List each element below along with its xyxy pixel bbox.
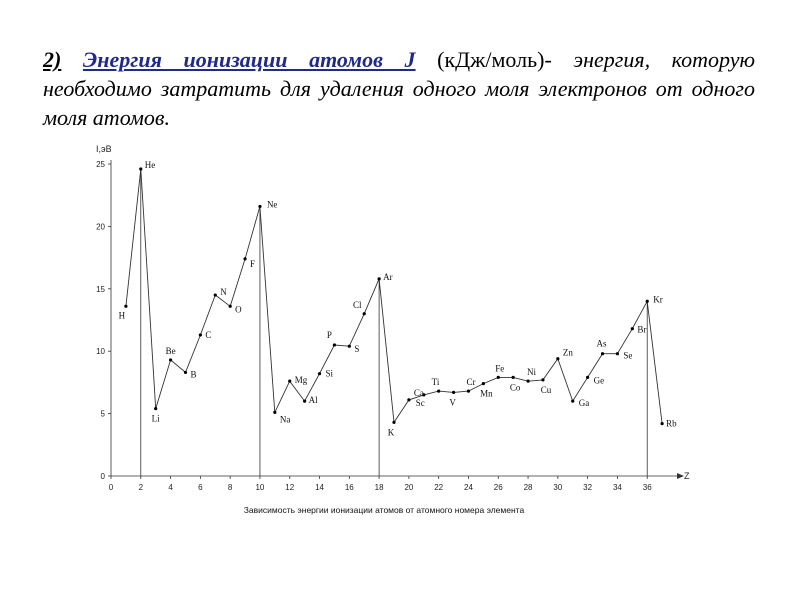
element-label-mg: Mg <box>294 375 308 386</box>
data-point-ni <box>526 380 529 383</box>
data-point-cr <box>467 390 470 393</box>
element-label-cl: Cl <box>352 299 362 310</box>
data-point-n <box>214 293 217 296</box>
data-point-kr <box>646 300 649 303</box>
element-label-p: P <box>326 329 332 340</box>
data-point-na <box>273 411 276 414</box>
y-tick-label: 15 <box>96 284 105 294</box>
y-tick-label: 10 <box>96 347 105 357</box>
chart-element-labels <box>119 160 677 437</box>
data-point-ne <box>258 205 261 208</box>
data-point-rb <box>661 422 664 425</box>
element-label-rb: Rb <box>666 418 677 429</box>
element-label-he: He <box>144 159 156 170</box>
chart-axes <box>96 160 684 492</box>
data-point-zn <box>556 357 559 360</box>
data-point-be <box>169 358 172 361</box>
x-tick-label: 10 <box>255 483 265 492</box>
data-point-cl <box>363 312 366 315</box>
element-label-ar: Ar <box>383 271 393 282</box>
x-axis-arrow <box>677 473 684 479</box>
element-label-ge: Ge <box>593 375 605 386</box>
data-point-si <box>318 372 321 375</box>
data-point-mn <box>482 382 485 385</box>
data-point-mg <box>288 380 291 383</box>
data-point-b <box>184 371 187 374</box>
data-point-h <box>124 305 127 308</box>
x-tick-label: 14 <box>315 483 324 492</box>
data-point-fe <box>497 376 500 379</box>
element-label-ga: Ga <box>578 398 590 409</box>
x-tick-label: 12 <box>285 483 295 492</box>
y-tick-label: 20 <box>96 222 105 232</box>
chart-series <box>124 167 663 425</box>
y-tick-label: 5 <box>100 409 105 419</box>
x-tick-label: 18 <box>374 483 384 492</box>
element-label-ti: Ti <box>431 377 440 388</box>
element-label-o: O <box>235 304 242 315</box>
x-tick-label: 16 <box>344 483 354 492</box>
data-point-ca <box>407 398 410 401</box>
heading-definition: энергия, которую необходимо затратить для удаления одного моля электронов от одного моля атомов. <box>43 47 755 130</box>
data-point-ga <box>571 400 574 403</box>
element-label-ca: Ca <box>413 387 424 398</box>
element-label-s: S <box>354 344 360 355</box>
x-tick-label: 32 <box>583 483 593 492</box>
x-tick-label: 36 <box>642 483 652 492</box>
element-label-n: N <box>220 287 227 298</box>
data-point-c <box>199 333 202 336</box>
element-label-b: B <box>190 369 197 380</box>
element-label-sc: Sc <box>415 397 425 408</box>
data-point-se <box>616 352 619 355</box>
x-tick-label: 2 <box>138 483 144 492</box>
data-point-ar <box>378 277 381 280</box>
x-tick-label: 8 <box>227 483 233 492</box>
data-point-li <box>154 407 157 410</box>
x-tick-label: 28 <box>523 483 533 492</box>
data-point-o <box>229 305 232 308</box>
element-label-se: Se <box>623 350 633 361</box>
data-point-br <box>631 327 634 330</box>
data-point-cu <box>541 378 544 381</box>
element-label-al: Al <box>308 395 318 406</box>
x-tick-label: 6 <box>198 483 203 492</box>
data-point-f <box>243 257 246 260</box>
element-label-kr: Kr <box>653 294 663 305</box>
element-label-co: Co <box>509 382 521 393</box>
data-point-as <box>601 352 604 355</box>
element-label-si: Si <box>325 368 334 379</box>
data-point-he <box>139 167 142 170</box>
data-point-v <box>452 391 455 394</box>
element-label-mn: Mn <box>480 388 493 399</box>
data-point-ge <box>586 376 589 379</box>
x-tick-label: 26 <box>493 483 503 492</box>
element-label-fe: Fe <box>495 363 505 374</box>
x-tick-label: 4 <box>168 483 173 492</box>
element-label-h: H <box>118 310 126 321</box>
x-tick-label: 0 <box>108 483 114 492</box>
data-point-k <box>392 421 395 424</box>
chart-caption: Зависимость энергии ионизации атомов от атомного номера элемента <box>243 505 525 515</box>
element-label-k: K <box>387 427 395 438</box>
y-axis-title: I,эВ <box>96 144 112 154</box>
data-point-al <box>303 400 306 403</box>
y-tick-label: 25 <box>96 160 105 169</box>
x-tick-label: 30 <box>553 483 563 492</box>
element-label-as: As <box>596 338 607 349</box>
element-label-c: C <box>205 329 212 340</box>
data-point-co <box>512 376 515 379</box>
data-point-ti <box>437 390 440 393</box>
x-tick-label: 20 <box>404 483 414 492</box>
x-tick-label: 24 <box>464 483 473 492</box>
heading-unit: (кДж/моль)- <box>437 47 552 72</box>
element-label-li: Li <box>151 413 160 424</box>
element-label-ni: Ni <box>527 367 537 378</box>
element-label-be: Be <box>165 345 176 356</box>
element-label-br: Br <box>637 324 647 335</box>
element-label-f: F <box>250 258 256 269</box>
heading-number: 2) <box>43 47 62 72</box>
x-axis-title: Z <box>684 471 690 481</box>
element-label-na: Na <box>279 414 291 425</box>
element-label-cu: Cu <box>540 384 552 395</box>
data-point-p <box>333 343 336 346</box>
element-label-cr: Cr <box>466 377 476 388</box>
element-label-zn: Zn <box>562 347 573 358</box>
data-point-s <box>348 345 351 348</box>
heading-term: Энергия ионизации атомов J <box>82 47 416 72</box>
element-label-ne: Ne <box>266 199 278 210</box>
x-tick-label: 34 <box>612 483 622 492</box>
y-tick-label: 0 <box>100 472 105 481</box>
element-label-v: V <box>449 397 456 408</box>
series-line <box>126 169 662 424</box>
x-tick-label: 22 <box>434 483 444 492</box>
